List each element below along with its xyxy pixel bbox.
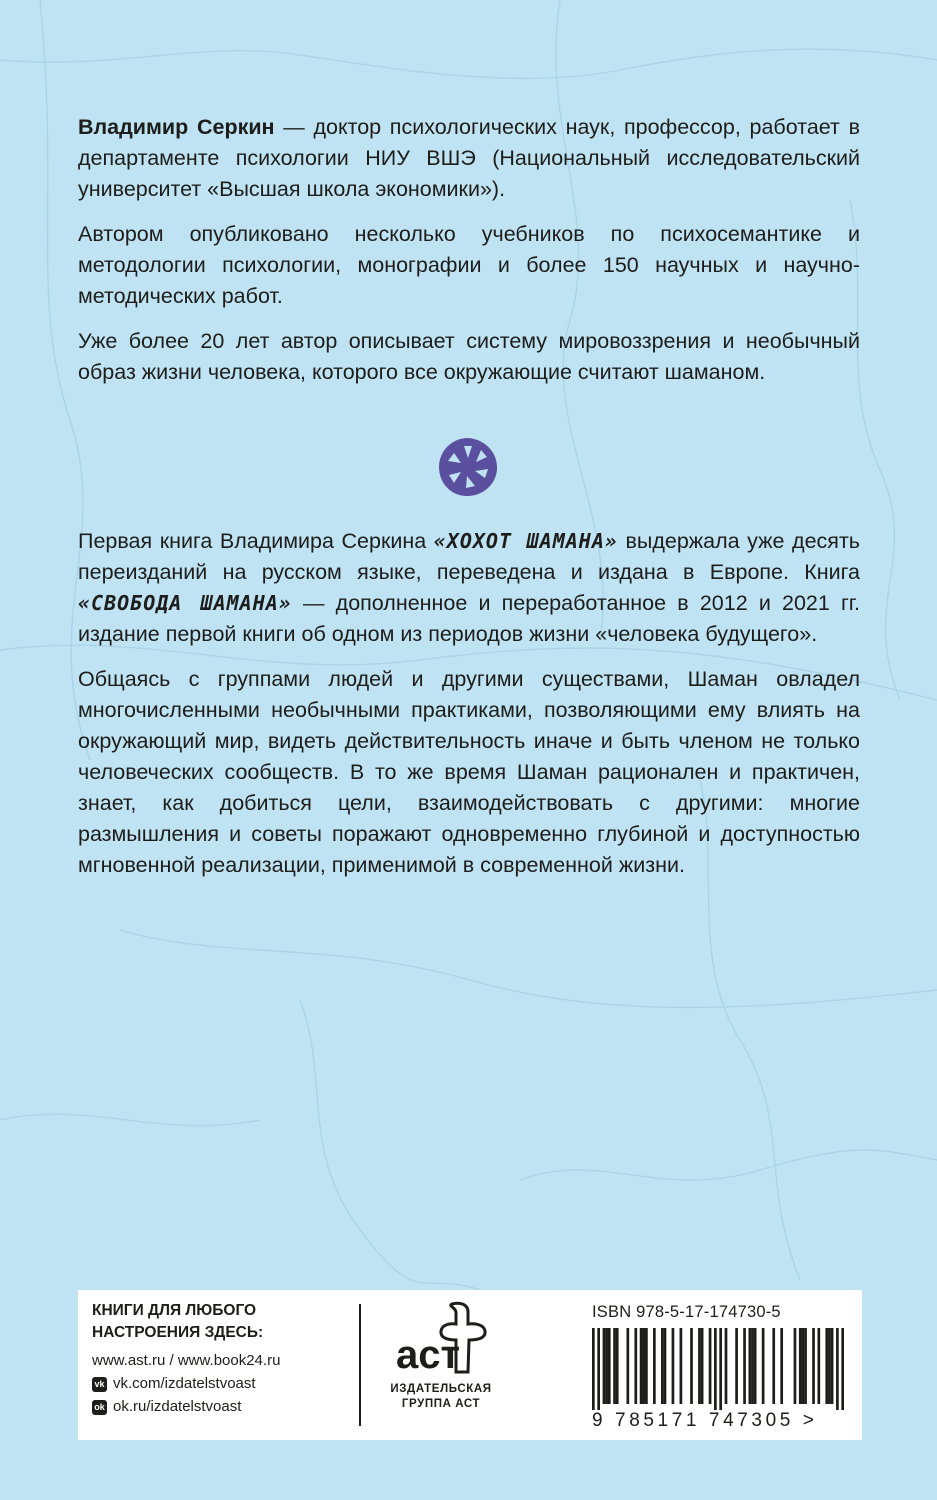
barcode-bar — [626, 1328, 629, 1404]
barcode-bar — [661, 1328, 664, 1404]
barcode-bar — [597, 1328, 600, 1410]
book-title-1: «ХОХОТ ШАМАНА» — [433, 529, 618, 553]
bio-paragraph-3: Уже более 20 лет автор описывает систему мировоззрения и необычный образ жизни человека, которого все окружающие считают шаманом. — [78, 329, 860, 384]
barcode-bar — [664, 1328, 667, 1404]
divider — [359, 1304, 361, 1426]
publisher-name-line-2: ГРУППА АСТ — [401, 1398, 481, 1410]
author-bio — [78, 112, 860, 402]
barcode-bar — [608, 1328, 611, 1404]
odnoklassniki-icon: ok — [92, 1400, 107, 1415]
ast-logo-mark — [382, 1298, 502, 1378]
barcode-bar — [592, 1328, 595, 1410]
barcode-bar — [605, 1328, 608, 1404]
barcode-bar — [762, 1328, 765, 1404]
barcode-bar — [812, 1328, 815, 1404]
bio-paragraph-2: Автором опубликовано несколько учебников по психосемантике и методологии психологии, монографии и более 150 научных и научно-методических работ. — [78, 222, 860, 308]
barcode-bar — [772, 1328, 775, 1404]
barcode-bar — [780, 1328, 783, 1404]
promo-title-line-1: КНИГИ ДЛЯ ЛЮБОГО — [92, 1302, 257, 1319]
barcode-bar — [725, 1328, 728, 1404]
promo-sites: www.ast.ru / www.book24.ru — [92, 1352, 281, 1369]
desc-paragraph-2: Общаясь с группами людей и другими существами, Шаман овладел многочисленными необычными практиками, позволяющими ему влиять на окружающий мир, видеть действительность иначе и быть членом не только человеческих сообществ. В то же время Шаман рационален и практичен, знает, как добиться цели, взаимодействовать с другими: многие размышления и советы поражают одновременно глубиной и доступностью мгновенной реализации, применимой в современной жизни. — [78, 667, 860, 877]
desc-paragraph-1-a: Первая книга Владимира Серкина — [78, 529, 434, 553]
barcode-bar — [749, 1328, 752, 1404]
barcode-bar — [640, 1328, 643, 1404]
bio-paragraph-1 — [78, 112, 860, 205]
barcode-bar — [613, 1328, 616, 1404]
barcode-bar — [817, 1328, 820, 1404]
barcode-bar — [828, 1328, 831, 1404]
barcode-bar — [690, 1328, 693, 1404]
barcode-bar — [714, 1328, 717, 1410]
desc-paragraph-1 — [78, 526, 860, 650]
publisher-name — [382, 1382, 500, 1412]
barcode-number: 9 785171 747305 > — [592, 1410, 818, 1431]
barcode-bar — [802, 1328, 805, 1404]
barcode-bar — [841, 1328, 844, 1410]
barcode-bar — [642, 1328, 645, 1404]
promo-vk — [92, 1373, 352, 1395]
wheel-emblem-icon — [437, 436, 499, 498]
barcode-bar — [701, 1328, 704, 1404]
desc-paragraph-1-c: — дополненное и переработанное в 2012 и 2021 гг. издание первой книги об одном из периодов жизни «человека будущего». — [78, 591, 861, 646]
book-description — [78, 526, 860, 895]
bio-paragraph-1-text: — доктор психологических наук, профессор, работает в департаменте психологии НИУ ВШЭ (Национальный исследовательский университет «Высшая школа экономики»). — [78, 115, 860, 201]
barcode — [592, 1328, 844, 1410]
barcode-bar — [804, 1328, 807, 1404]
desc-paragraph-1-b: выдержала уже десять переизданий на русском языке, переведена и издана в Европе. Книга — [78, 529, 861, 584]
promo-ok — [92, 1396, 352, 1418]
barcode-bar — [698, 1328, 701, 1404]
publisher-name-line-1: ИЗДАТЕЛЬСКАЯ — [390, 1383, 492, 1395]
barcode-bar — [799, 1328, 802, 1404]
barcode-bar — [634, 1328, 637, 1404]
barcode-bar — [735, 1328, 738, 1404]
barcode-bar — [751, 1328, 754, 1404]
publisher-panel — [78, 1290, 862, 1440]
book-title-2: «СВОБОДА ШАМАНА» — [78, 591, 292, 615]
ok-link: ok.ru/izdatelstvoast — [113, 1398, 242, 1415]
barcode-bar — [754, 1328, 757, 1404]
promo-title-line-2: НАСТРОЕНИЯ ЗДЕСЬ: — [92, 1324, 264, 1341]
author-name: Владимир Серкин — [78, 115, 275, 139]
barcode-bar — [794, 1328, 797, 1404]
barcode-bar — [680, 1328, 683, 1404]
barcode-bar — [743, 1328, 746, 1404]
barcode-bar — [653, 1328, 656, 1404]
promo-block — [92, 1300, 352, 1418]
barcode-bar — [645, 1328, 648, 1404]
barcode-bar — [825, 1328, 828, 1404]
barcode-bar — [836, 1328, 839, 1410]
ast-logo-letters: аст — [396, 1333, 461, 1377]
barcode-bar — [672, 1328, 675, 1404]
vk-link: vk.com/izdatelstvoast — [113, 1375, 256, 1392]
barcode-bar — [709, 1328, 712, 1404]
vk-icon: vk — [92, 1377, 107, 1392]
isbn: ISBN 978-5-17-174730-5 — [592, 1303, 781, 1321]
barcode-bar — [719, 1328, 722, 1410]
barcode-bar — [831, 1328, 834, 1404]
barcode-bar — [616, 1328, 619, 1404]
ast-logo — [382, 1298, 532, 1436]
barcode-bar — [603, 1328, 606, 1404]
